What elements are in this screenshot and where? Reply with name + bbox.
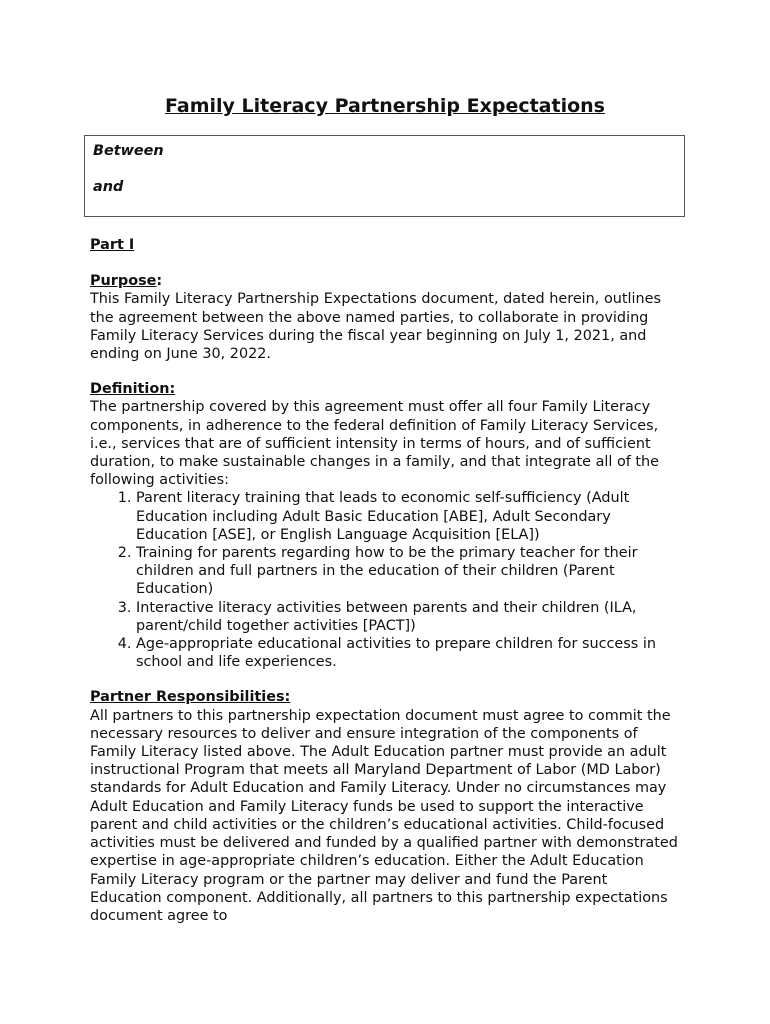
- document-body: [90, 236, 680, 925]
- definition-heading: [90, 380, 680, 398]
- document-title: Family Literacy Partnership Expectations: [165, 95, 605, 117]
- purpose-heading-text: Purpose: [90, 273, 157, 290]
- partner-responsibilities-text: All partners to this partnership expectation document must agree to commit the necessary resources to deliver and ensure integration of the components of Family Literacy listed above. The Adult Education partner must provide an adult instructional Program that meets all Maryland Department of Labor (MD Labor) standards for Adult Education and Family Literacy. Under no circumstances may Adult Education and Family Literacy funds be used to support the interactive parent and child activities or the children’s educational activities. Child-focused activities must be delivered and funded by a qualified partner with demonstrated expertise in age-appropriate children’s education. Either the Adult Education Family Literacy program or the partner may deliver and fund the Parent Education component. Additionally, all partners to this partnership expectations document agree to: [90, 707, 678, 924]
- definition-text: The partnership covered by this agreement must offer all four Family Literacy components, in adherence to the federal definition of Family Literacy Services, i.e., services that are of sufficient intensity in terms of hours, and of sufficient duration, to make sustainable changes in a family, and that integrate all of the following activities:: [90, 399, 660, 489]
- partner-responsibilities-heading: [90, 688, 680, 706]
- activities-list: [90, 489, 680, 671]
- purpose-text: This Family Literacy Partnership Expectations document, dated herein, outlines the agreement between the above named parties, to collaborate in providing Family Literacy Services during the fiscal year beginning on July 1, 2021, and ending on June 30, 2022.: [90, 291, 661, 363]
- part-heading: Part I: [90, 237, 135, 253]
- list-item: 1. Parent literacy training that leads to economic self-sufficiency (Adult Education including Adult Basic Education [ABE], Adult Secondary Education [ASE], or English Language Acquisition [ELA]): [136, 489, 680, 544]
- list-item: 3. Interactive literacy activities between parents and their children (ILA, parent/child together activities [PACT]): [136, 599, 680, 635]
- list-item: 4. Age-appropriate educational activities to prepare children for success in school and life experiences.: [136, 635, 680, 671]
- between-label: Between: [93, 143, 164, 159]
- purpose-heading-colon: :: [156, 273, 163, 290]
- parties-box: [84, 135, 685, 217]
- partner-responsibilities-heading-text: Partner Responsibilities:: [90, 689, 291, 706]
- and-label: and: [93, 179, 124, 195]
- list-item: 2. Training for parents regarding how to be the primary teacher for their children and full partners in the education of their children (Parent Education): [136, 544, 680, 599]
- purpose-heading: [90, 272, 680, 290]
- definition-heading-text: Definition:: [90, 381, 176, 398]
